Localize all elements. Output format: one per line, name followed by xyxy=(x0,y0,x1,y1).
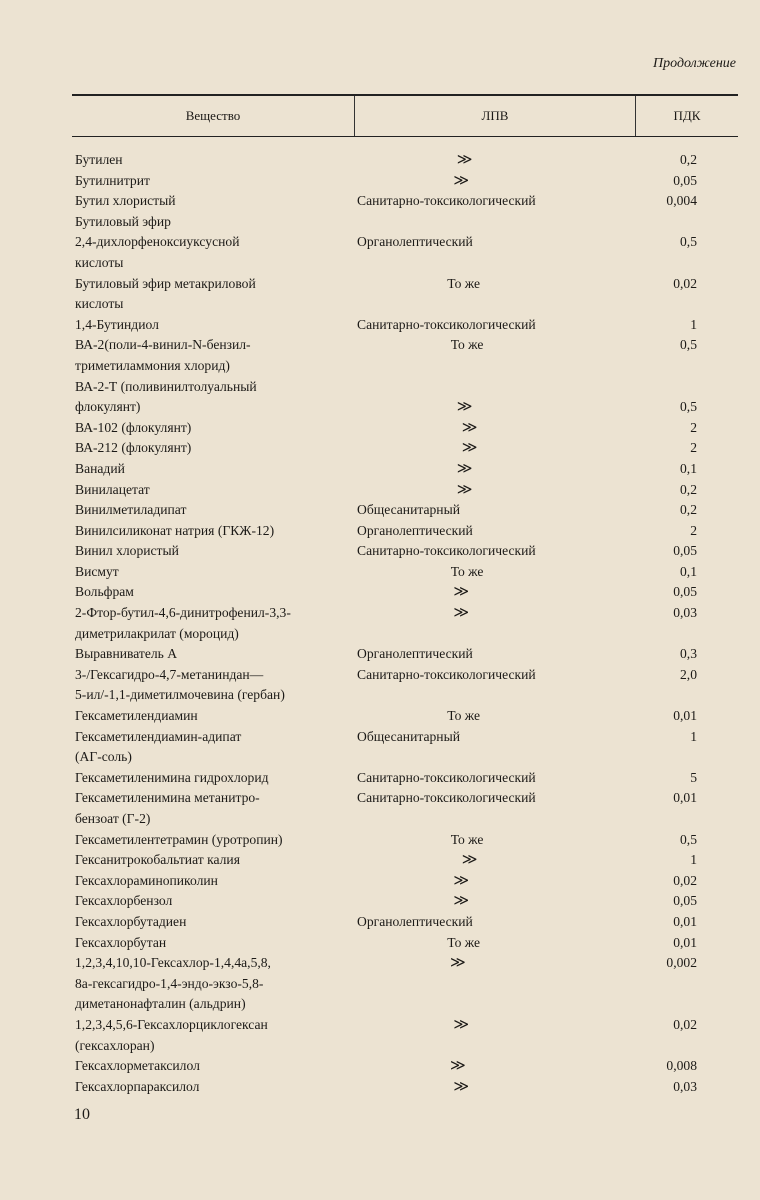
substance-name-line: бензоат (Г-2) xyxy=(75,811,151,826)
lpv-value: Органолептический xyxy=(357,234,473,250)
table-row xyxy=(75,541,737,562)
table-row xyxy=(75,480,737,501)
substance-name-line: диметрилакрилат (мороцид) xyxy=(75,625,239,641)
pdk-value: 0,02 xyxy=(673,872,697,888)
pdk-value: 0,5 xyxy=(680,399,697,415)
lpv-value: То же xyxy=(450,831,484,847)
substance-name xyxy=(75,850,302,871)
lpv-value: ≫ xyxy=(461,440,478,457)
table-row xyxy=(75,521,737,542)
table-row xyxy=(75,418,737,439)
substance-name-line: Бутиловый эфир xyxy=(75,213,171,229)
pdk-value: 0,2 xyxy=(680,502,697,518)
substance-name-line: 5-ил/-1,1-диметилмочевина (гербан) xyxy=(75,687,285,703)
substance-name-line: Гексаметиленимина метанитро- xyxy=(75,790,260,806)
substance-name-line: Бутилнитрит xyxy=(75,172,150,188)
substance-name-line: флокулянт) xyxy=(75,399,141,415)
table-row xyxy=(75,953,737,1015)
lpv-value: ≫ xyxy=(453,584,470,601)
table-row xyxy=(75,727,737,768)
substance-name xyxy=(75,788,355,829)
pdk-value: 0,1 xyxy=(680,563,697,579)
substance-name-line: Висмут xyxy=(75,563,119,579)
table-row xyxy=(75,891,737,912)
pdk-value: 0,05 xyxy=(673,584,697,600)
lpv-value: ≫ xyxy=(456,481,473,498)
substance-name-line: ВА-102 (флокулянт) xyxy=(75,419,192,435)
lpv-value: То же xyxy=(447,934,481,950)
lpv-value: Санитарно-токсикологический xyxy=(357,193,536,209)
substance-name-line: Бутиловый эфир метакриловой xyxy=(75,275,256,291)
substance-name xyxy=(75,171,293,192)
substance-name-line: Гексахлорбутадиен xyxy=(75,913,187,929)
pdk-value: 0,01 xyxy=(673,790,697,806)
lpv-value: Санитарно-токсикологический xyxy=(357,769,536,785)
pdk-value: 0,1 xyxy=(680,460,697,476)
substance-name-line: Гексахлорбензол xyxy=(75,893,173,909)
substance-name-line: Винилацетат xyxy=(75,481,150,497)
substance-name xyxy=(75,212,355,274)
substance-name xyxy=(75,871,293,892)
table-row xyxy=(75,850,737,871)
table-row xyxy=(75,377,737,418)
lpv-value: Санитарно-токсикологический xyxy=(357,543,536,559)
substance-name-line: Винилсиликонат натрия (ГКЖ-12) xyxy=(75,522,275,538)
substance-name-line: ВА-212 (флокулянт) xyxy=(75,440,192,456)
pdk-value: 0,3 xyxy=(680,646,697,662)
pdk-value: 0,5 xyxy=(680,831,697,847)
lpv-value: ≫ xyxy=(453,872,470,889)
table-row xyxy=(75,912,737,933)
pdk-value: 0,03 xyxy=(673,605,697,621)
lpv-value: То же xyxy=(447,275,481,291)
substance-name-line: кислоты xyxy=(75,296,124,312)
substance-name-line: 8а-гексагидро-1,4-эндо-экзо-5,8- xyxy=(75,975,264,991)
lpv-value: ≫ xyxy=(453,893,470,910)
table-header xyxy=(72,94,738,137)
substance-name-line: 1,2,3,4,5,6-Гексахлорциклогексан xyxy=(75,1016,268,1032)
substance-name xyxy=(75,541,355,562)
pdk-value: 0,02 xyxy=(673,1016,697,1032)
pdk-value: 0,002 xyxy=(666,955,697,971)
substance-name-line: Гексаметилендиамин-адипат xyxy=(75,728,242,744)
table-row xyxy=(75,335,737,376)
table-row xyxy=(75,1077,737,1098)
substance-name xyxy=(75,644,355,665)
table-row xyxy=(75,150,737,171)
table-row xyxy=(75,562,737,583)
table-row xyxy=(75,788,737,829)
pdk-value: 2 xyxy=(690,522,697,538)
lpv-value: То же xyxy=(450,337,484,353)
lpv-value: ≫ xyxy=(456,460,473,477)
header-pdk: ПДК xyxy=(673,108,701,123)
substance-name xyxy=(75,418,302,439)
table-row xyxy=(75,933,737,954)
substance-name-line: Ванадий xyxy=(75,460,125,476)
lpv-value: ≫ xyxy=(453,605,470,622)
substance-name xyxy=(75,933,299,954)
substance-name xyxy=(75,521,355,542)
lpv-value: ≫ xyxy=(461,419,478,436)
substance-name-line: 2,4-дихлорфеноксиуксусной xyxy=(75,234,240,250)
substance-name xyxy=(75,727,355,768)
table-row xyxy=(75,212,737,274)
lpv-value: ≫ xyxy=(453,172,470,189)
substance-name xyxy=(75,768,355,789)
table-body xyxy=(75,150,737,1097)
lpv-value: ≫ xyxy=(453,1016,470,1033)
pdk-value: 0,5 xyxy=(680,337,697,353)
lpv-value: Общесанитарный xyxy=(357,728,460,744)
pdk-value: 0,5 xyxy=(680,234,697,250)
pdk-value: 5 xyxy=(690,769,697,785)
substance-name-line: 3-/Гексагидро-4,7-метаниндан— xyxy=(75,666,264,682)
lpv-value: То же xyxy=(447,708,481,724)
substance-name xyxy=(75,191,355,212)
pdk-value: 0,03 xyxy=(673,1078,697,1094)
page-number: 10 xyxy=(74,1106,90,1123)
substance-name xyxy=(75,150,297,171)
table-row xyxy=(75,274,737,315)
substance-name-line: Гексахлорбутан xyxy=(75,934,167,950)
table-row xyxy=(75,191,737,212)
substance-name xyxy=(75,830,303,851)
table-row xyxy=(75,1056,737,1077)
substance-name xyxy=(75,377,297,418)
pdk-value: 2 xyxy=(690,419,697,435)
table-row xyxy=(75,706,737,727)
substance-name xyxy=(75,335,303,376)
lpv-value: Общесанитарный xyxy=(357,502,460,518)
substance-name xyxy=(75,1015,293,1056)
substance-name-line: Гексахлорпараксилол xyxy=(75,1078,200,1094)
table-row xyxy=(75,603,737,644)
table-row xyxy=(75,171,737,192)
substance-name xyxy=(75,706,299,727)
lpv-value: ≫ xyxy=(449,1058,466,1075)
pdk-value: 0,05 xyxy=(673,543,697,559)
substance-name-line: ВА-2(поли-4-винил-N-бензил- xyxy=(75,337,251,353)
substance-name-line: Гексахлорметаксилол xyxy=(75,1058,200,1074)
table-row xyxy=(75,500,737,521)
substance-name-line: (АГ-соль) xyxy=(75,749,132,765)
substance-name-line: кислоты xyxy=(75,254,124,270)
continued-label: Продолжение xyxy=(653,56,736,71)
substance-name-line: (гексахлоран) xyxy=(75,1037,155,1053)
pdk-value: 0,2 xyxy=(680,152,697,167)
pdk-value: 0,01 xyxy=(673,934,697,950)
substance-name xyxy=(75,274,299,315)
substance-name-line: Вольфрам xyxy=(75,584,134,600)
substance-name-line: Бутилен xyxy=(75,152,123,167)
substance-name-line: 1,4-Бутиндиол xyxy=(75,316,159,332)
substance-name xyxy=(75,438,302,459)
lpv-value: Органолептический xyxy=(357,522,473,538)
pdk-value: 0,2 xyxy=(680,481,697,497)
table-row xyxy=(75,830,737,851)
pdk-value: 0,05 xyxy=(673,893,697,909)
substance-name-line: Гексаметилендиамин xyxy=(75,708,198,724)
substance-name-line: диметанонафталин (альдрин) xyxy=(75,996,246,1012)
substance-name-line: Гексаметилентетрамин (уротропин) xyxy=(75,831,283,847)
pdk-value: 0,01 xyxy=(673,708,697,724)
pdk-value: 0,05 xyxy=(673,172,697,188)
table-row xyxy=(75,665,737,706)
pdk-value: 1 xyxy=(690,316,697,332)
lpv-value: Органолептический xyxy=(357,913,473,929)
substance-name xyxy=(75,582,293,603)
substance-name-line: 2-Фтор-бутил-4,6-динитрофенил-3,3- xyxy=(75,605,291,621)
header-substance: Вещество xyxy=(72,96,355,136)
substance-name-line: Гексахлораминопиколин xyxy=(75,872,218,888)
lpv-value: ≫ xyxy=(449,955,466,972)
lpv-value: ≫ xyxy=(453,1078,470,1095)
substance-name-line: Гексаметиленимина гидрохлорид xyxy=(75,769,269,785)
table-row xyxy=(75,459,737,480)
lpv-value: Санитарно-токсикологический xyxy=(357,316,536,332)
table-row xyxy=(75,871,737,892)
substance-name xyxy=(75,480,297,501)
pdk-value: 0,02 xyxy=(673,275,697,291)
substance-name xyxy=(75,891,293,912)
pdk-value: 0,01 xyxy=(673,913,697,929)
substance-name xyxy=(75,562,303,583)
table-row xyxy=(75,582,737,603)
pdk-value: 2 xyxy=(690,440,697,456)
substance-name xyxy=(75,912,355,933)
substance-name-line: ВА-2-Т (поливинилтолуальный xyxy=(75,378,257,394)
pdk-value: 2,0 xyxy=(680,666,697,682)
table-row xyxy=(75,438,737,459)
header-lpv: ЛПВ xyxy=(355,96,636,136)
pdk-value: 1 xyxy=(690,852,697,868)
table-row xyxy=(75,768,737,789)
substance-name-line: Гексанитрокобальтиат калия xyxy=(75,852,240,868)
substance-name xyxy=(75,953,290,1015)
lpv-value: ≫ xyxy=(456,399,473,416)
substance-name xyxy=(75,500,355,521)
table-row xyxy=(75,1015,737,1056)
substance-name xyxy=(75,459,297,480)
lpv-value: То же xyxy=(450,563,484,579)
table-row xyxy=(75,644,737,665)
substance-name xyxy=(75,603,293,644)
pdk-value: 0,008 xyxy=(666,1058,697,1074)
lpv-value: ≫ xyxy=(461,852,478,869)
substance-name-line: 1,2,3,4,10,10-Гексахлор-1,4,4а,5,8, xyxy=(75,955,271,971)
substance-name-line: Винил хлористый xyxy=(75,543,179,559)
substance-name xyxy=(75,1077,293,1098)
substance-name-line: Винилметиладипат xyxy=(75,502,187,518)
substance-name xyxy=(75,1056,290,1077)
pdk-value: 0,004 xyxy=(666,193,697,209)
lpv-value: Санитарно-токсикологический xyxy=(357,790,536,806)
substance-name xyxy=(75,665,355,706)
substance-name xyxy=(75,315,355,336)
substance-name-line: Выравниватель А xyxy=(75,646,178,662)
lpv-value: Органолептический xyxy=(357,646,473,662)
pdk-value: 1 xyxy=(690,728,697,744)
substance-name-line: триметиламмония хлорид) xyxy=(75,357,230,373)
table-row xyxy=(75,315,737,336)
substance-name-line: Бутил хлористый xyxy=(75,193,176,209)
lpv-value: ≫ xyxy=(456,152,473,168)
lpv-value: Санитарно-токсикологический xyxy=(357,666,536,682)
